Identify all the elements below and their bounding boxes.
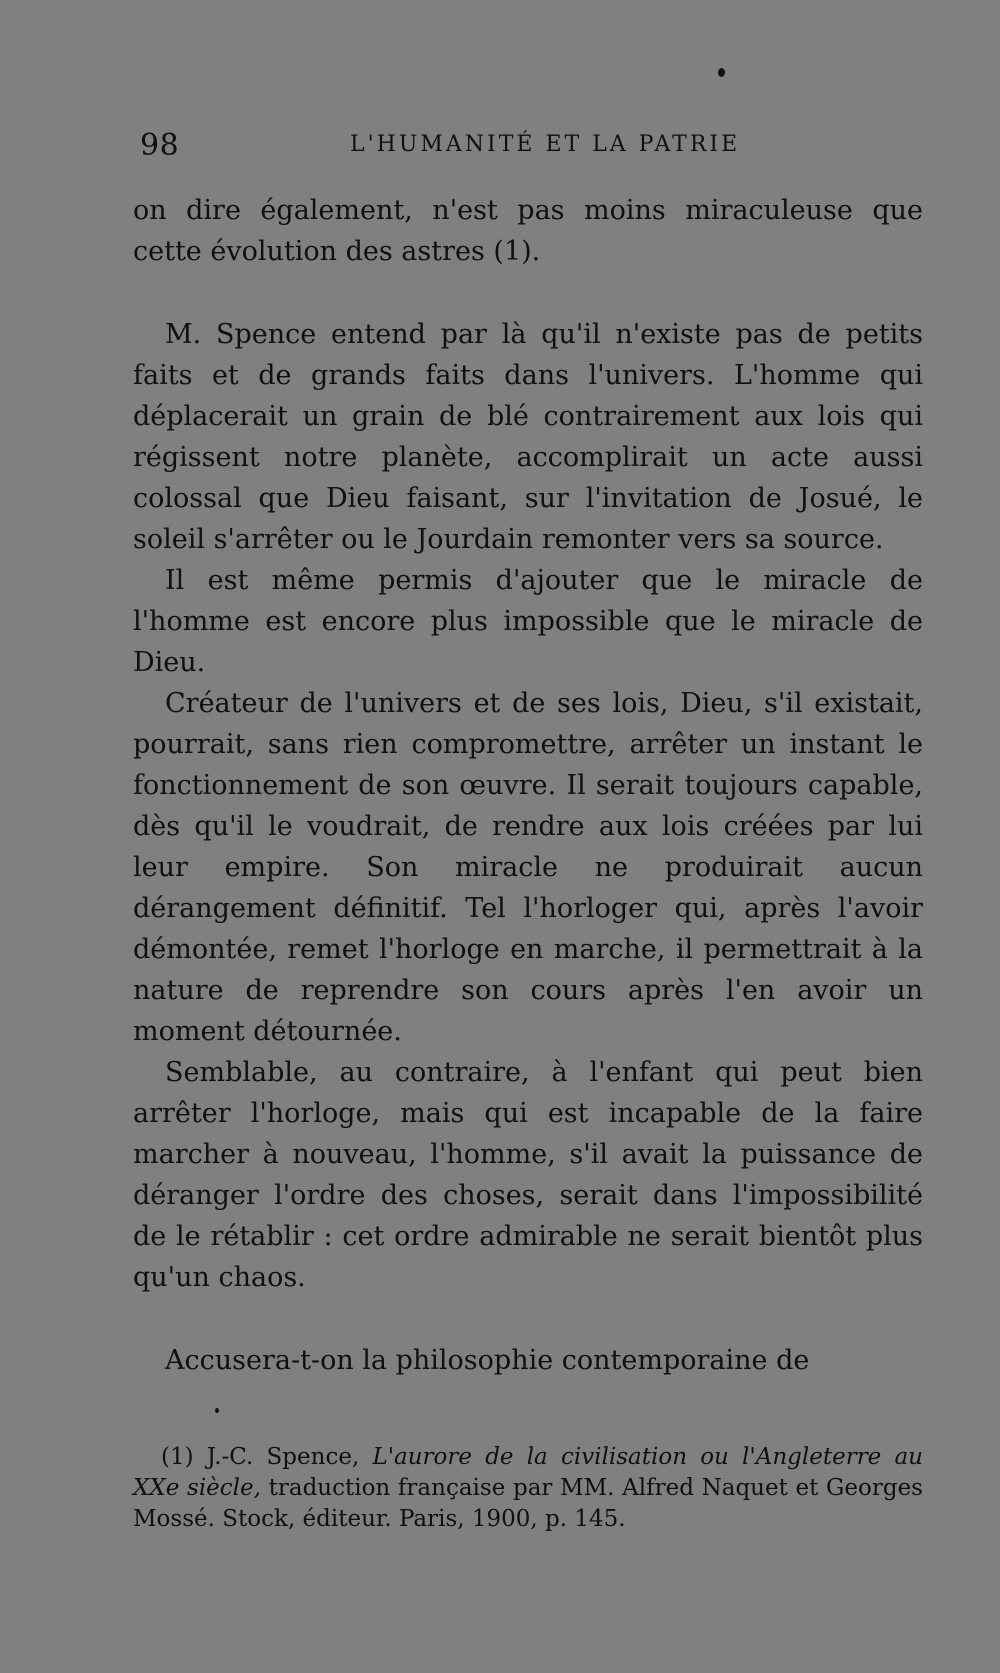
ink-speck <box>718 68 725 77</box>
paragraph: Créateur de l'univers et de ses lois, Dieu, s'il existait, pourrait, sans rien compromettre, arrêter un instant le fonctionnement de son œuvre. Il serait toujours capable, dès qu'il le voudrait, de rendre aux lois créées par lui leur empire. Son miracle ne produirait aucun dérangement définitif. Tel l'horloger qui, après l'avoir démontée, remet l'horloge en marche, il permettrait à la nature de reprendre son cours après l'en avoir un moment détournée. <box>133 688 923 1047</box>
body-text <box>133 190 923 1381</box>
footnote-marker: (1) J.-C. Spence, <box>161 1444 373 1470</box>
page-number: 98 <box>140 128 180 163</box>
footnote-rest: traduction française par MM. Alfred Naquet et Georges Mossé. Stock, éditeur. Paris, 1900, p. 145. <box>133 1475 923 1532</box>
running-title: L'HUMANITÉ ET LA PATRIE <box>350 132 741 157</box>
paragraph: on dire également, n'est pas moins miraculeuse que cette évolution des astres (1). <box>133 195 923 267</box>
paragraph: Il est même permis d'ajouter que le miracle de l'homme est encore plus impossible que le miracle de Dieu. <box>133 565 923 678</box>
paragraph: Accusera-t-on la philosophie contemporaine de <box>165 1345 810 1376</box>
paragraph: M. Spence entend par là qu'il n'existe pas de petits faits et de grands faits dans l'univers. L'homme qui déplacerait un grain de blé contrairement aux lois qui régissent notre planète, accomplirait un acte aussi colossal que Dieu faisant, sur l'invitation de Josué, le soleil s'arrêter ou le Jourdain remonter vers sa source. <box>133 319 923 555</box>
footnote-title: L'aurore de la civilisation ou l'Angleterre au XXe siècle, <box>133 1444 923 1501</box>
paragraph: Semblable, au contraire, à l'enfant qui peut bien arrêter l'horloge, mais qui est incapable de la faire marcher à nouveau, l'homme, s'il avait la puissance de déranger l'ordre des choses, serait dans l'impossibilité de le rétablir : cet ordre admirable ne serait bientôt plus qu'un chaos. <box>133 1057 923 1293</box>
footnote <box>133 1442 923 1535</box>
page-header <box>140 128 920 168</box>
footnote-text <box>133 1442 923 1535</box>
ink-speck <box>215 1408 219 1413</box>
